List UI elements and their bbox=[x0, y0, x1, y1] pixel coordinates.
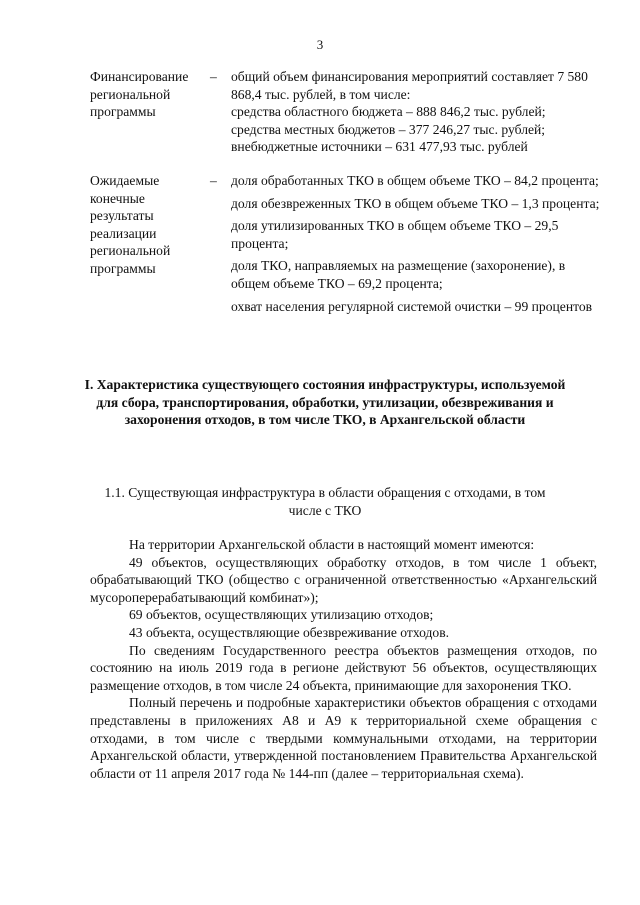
label-line: программы bbox=[90, 104, 156, 120]
label-line: Ожидаемые bbox=[90, 173, 160, 188]
page-number: 3 bbox=[316, 37, 324, 52]
label-line: Финансирование bbox=[90, 69, 189, 84]
financing-total: общий объем финансирования мероприятий составляет 7 580 868,4 тыс. рублей, в том числе: bbox=[231, 69, 588, 102]
passport-label-financing bbox=[90, 68, 205, 121]
label-line: региональной bbox=[90, 243, 171, 259]
financing-regional: средства областного бюджета – 888 846,2 тыс. рублей; bbox=[231, 104, 546, 120]
financing-local: средства местных бюджетов – 377 246,27 тыс. рублей; bbox=[231, 121, 546, 137]
result-item-utilized: доля утилизированных ТКО в общем объеме ТКО – 29,5 процента; bbox=[231, 218, 559, 251]
paragraph: 49 объектов, осуществляющих обработку отходов, в том числе 1 объект, обрабатывающий ТКО (общество с ограниченной ответственностью «Архангельский мусороперерабатывающий комбинат»); bbox=[90, 554, 597, 605]
label-line: конечные bbox=[90, 190, 145, 206]
passport-label-results bbox=[90, 172, 205, 278]
passport-dash: – bbox=[210, 173, 217, 188]
label-line: реализации bbox=[90, 225, 157, 241]
result-item-landfill: доля ТКО, направляемых на размещение (захоронение), в общем объеме ТКО – 69,2 процента; bbox=[231, 258, 566, 291]
passport-dash: – bbox=[210, 69, 217, 84]
label-line: программы bbox=[90, 260, 156, 276]
result-item-coverage: охват населения регулярной системой очистки – 99 процентов bbox=[231, 298, 593, 314]
subsection-heading: 1.1. Существующая инфраструктура в области обращения с отходами, в том числе с ТКО bbox=[104, 485, 546, 518]
section-heading: I. Характеристика существующего состояния инфраструктуры, используемой для сбора, транспортирования, обработки, утилизации, обезвреживания и захоронения отходов, в том числе ТКО, в Архангельской области bbox=[84, 377, 566, 427]
passport-value-financing bbox=[231, 68, 606, 156]
passport-value-results bbox=[231, 172, 606, 320]
paragraph: 43 объекта, осуществляющие обезвреживание отходов. bbox=[129, 624, 450, 640]
body-text bbox=[90, 536, 597, 782]
label-line: результаты bbox=[90, 208, 154, 224]
result-item-neutralized: доля обезвреженных ТКО в общем объеме ТКО – 1,3 процента; bbox=[231, 195, 600, 211]
paragraph: По сведениям Государственного реестра объектов размещения отходов, по состоянию на июль 2019 года в регионе действуют 56 объектов, осуществляющих размещение отходов, в том числе 24 объекта, принимающие для захоронения ТКО. bbox=[90, 642, 597, 693]
paragraph: 69 объектов, осуществляющих утилизацию отходов; bbox=[129, 607, 434, 623]
paragraph: Полный перечень и подробные характеристики объектов обращения с отходами представлены в приложениях А8 и А9 к территориальной схеме обращения с отходами, в том числе с твердыми коммунальными отходами, на территории Архангельской области, утвержденной постановлением Правительства Архангельской области от 11 апреля 2017 года № 144-пп (далее – территориальная схема). bbox=[90, 695, 597, 781]
paragraph: На территории Архангельской области в настоящий момент имеются: bbox=[129, 537, 535, 552]
label-line: региональной bbox=[90, 86, 171, 102]
result-item-processed: доля обработанных ТКО в общем объеме ТКО – 84,2 процента; bbox=[231, 173, 599, 188]
financing-extrabudget: внебюджетные источники – 631 477,93 тыс. рублей bbox=[231, 139, 528, 155]
